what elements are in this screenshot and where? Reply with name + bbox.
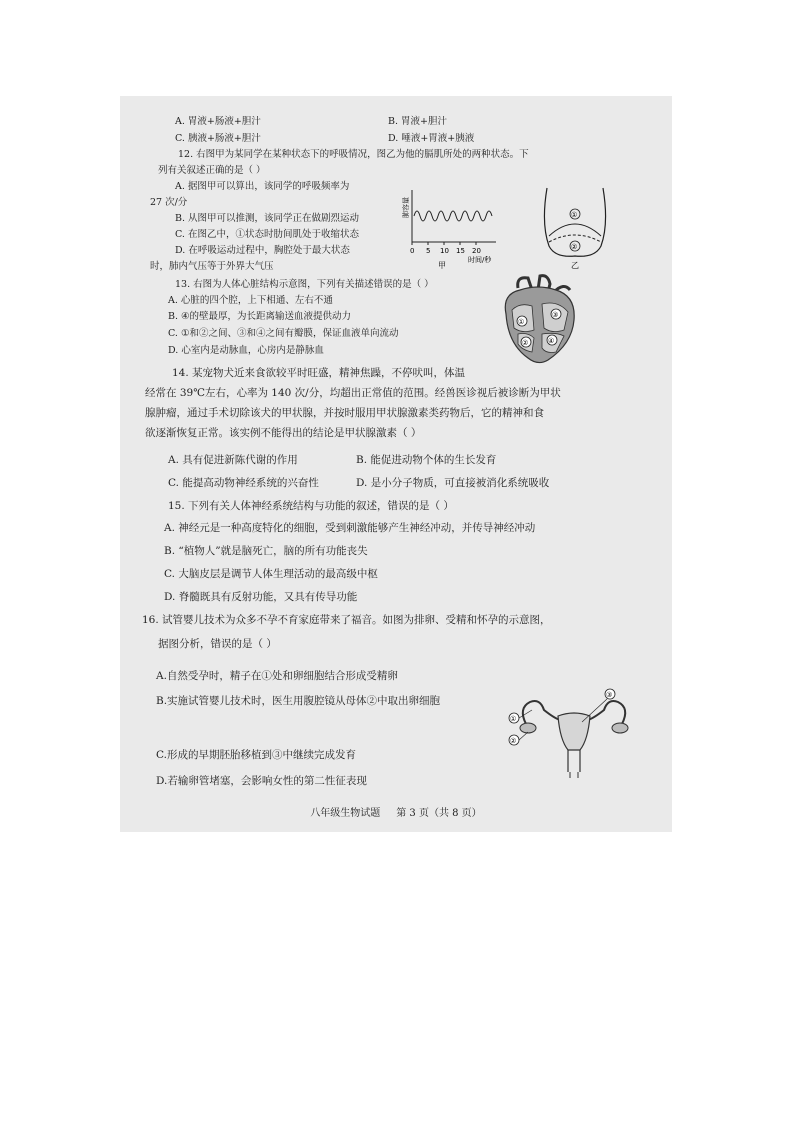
q16-stem-line1: 16. 试管婴儿技术为众多不孕不育家庭带来了福音。如图为排卵、受精和怀孕的示意图，: [142, 614, 551, 626]
q16-option-a: A.自然受孕时，精子在①处和卵细胞结合形成受精卵: [156, 670, 398, 682]
q16-option-d: D.若输卵管堵塞，会影响女性的第二性征表现: [156, 775, 367, 787]
state-1-label: ①: [571, 211, 578, 219]
exam-page: [120, 96, 672, 832]
q13-option-d: D. 心室内是动脉血，心房内是静脉血: [168, 345, 324, 356]
q11-option-a: A. 胃液+肠液+胆汁: [175, 116, 261, 127]
label-2: ②: [510, 737, 517, 745]
diaphragm-diagram: [535, 184, 615, 270]
heart-label-3: ③: [552, 311, 559, 319]
q11-option-c: C. 胰液+肠液+胆汁: [175, 133, 261, 144]
q15-option-a: A. 神经元是一种高度特化的细胞，受到刺激能够产生神经冲动，并传导神经冲动: [164, 522, 536, 534]
heart-label-1: ①: [518, 318, 525, 326]
q12-option-a-cont: 27 次/分: [150, 197, 188, 208]
q11-option-d: D. 唾液+胃液+胰液: [388, 133, 475, 144]
q14-stem-line2: 经常在 39℃左右，心率为 140 次/分，均超出正常值的范围。经兽医诊视后被诊断为甲状: [145, 387, 561, 399]
footer-subject: 八年级生物试题: [310, 808, 381, 819]
q15-option-b: B. “植物人”就是脑死亡，脑的所有功能丧失: [164, 545, 368, 557]
q11-option-b: B. 胃液+胆汁: [388, 116, 447, 127]
q13-stem: 13. 右图为人体心脏结构示意图，下列有关描述错误的是（ ）: [175, 279, 434, 290]
q14-stem-line1: 14. 某宠物犬近来食欲较平时旺盛，精神焦躁，不停吠叫，体温: [172, 367, 466, 379]
state-2-label: ②: [571, 243, 578, 251]
q12-option-d: D. 在呼吸运动过程中，胸腔处于最大状态: [175, 245, 350, 256]
page-footer: [120, 804, 672, 819]
footer-page-number: 第 3 页（共 8 页）: [396, 808, 482, 819]
q16-option-b: B.实施试管婴儿技术时，医生用腹腔镜从母体②中取出卵细胞: [156, 695, 441, 707]
q14-option-c: C. 能提高动物神经系统的兴奋性: [168, 477, 319, 489]
q13-option-a: A. 心脏的四个腔，上下相通、左右不通: [168, 295, 333, 306]
chart-x-label: 时间/秒: [468, 256, 492, 264]
heart-label-2: ②: [522, 339, 529, 347]
label-1: ①: [510, 715, 517, 723]
x-tick-20: 20: [472, 247, 481, 255]
q12-stem-line1: 12. 右图甲为某同学在某种状态下的呼吸情况，图乙为他的膈肌所处的两种状态。下: [178, 149, 529, 160]
x-tick-15: 15: [456, 247, 465, 255]
q15-option-c: C. 大脑皮层是调节人体生理活动的最高级中枢: [164, 568, 378, 580]
q15-option-d: D. 脊髓既具有反射功能，又具有传导功能: [164, 591, 358, 603]
q15-stem: 15. 下列有关人体神经系统结构与功能的叙述，错误的是（ ）: [168, 500, 454, 512]
label-3: ③: [606, 691, 613, 699]
heart-diagram: [498, 274, 580, 366]
q16-option-c: C.形成的早期胚胎移植到③中继续完成发育: [156, 749, 356, 761]
q14-option-b: B. 能促进动物个体的生长发育: [356, 454, 497, 466]
q14-option-d: D. 是小分子物质，可直接被消化系统吸收: [356, 477, 550, 489]
figure-label-jia: 甲: [438, 261, 446, 270]
x-tick-5: 5: [426, 247, 431, 255]
q16-stem-line2: 据图分析，错误的是（ ）: [158, 638, 277, 650]
q12-stem-line2: 列有关叙述正确的是（ ）: [158, 165, 266, 176]
q12-option-b: B. 从图甲可以推测，该同学正在做剧烈运动: [175, 213, 360, 224]
reproductive-system-diagram: [504, 688, 644, 780]
heart-label-4: ④: [548, 337, 555, 345]
q14-option-a: A. 具有促进新陈代谢的作用: [168, 454, 298, 466]
q12-option-a: A. 据图甲可以算出，该同学的呼吸频率为: [175, 181, 350, 192]
q12-option-c: C. 在图乙中，①状态时肋间肌处于收缩状态: [175, 229, 359, 240]
x-tick-10: 10: [440, 247, 449, 255]
x-tick-0: 0: [410, 247, 415, 255]
q14-stem-line3: 腺肿瘤，通过手术切除该犬的甲状腺，并按时服用甲状腺激素类药物后，它的精神和食: [145, 407, 544, 419]
figure-label-yi: 乙: [571, 261, 579, 270]
chart-y-label: 肺容量: [402, 197, 410, 218]
breathing-chart: [392, 184, 500, 270]
q13-option-c: C. ①和②之间、③和④之间有瓣膜，保证血液单向流动: [168, 328, 399, 339]
q13-option-b: B. ④的壁最厚，为长距离输送血液提供动力: [168, 311, 352, 322]
q12-option-d-cont: 时，肺内气压等于外界大气压: [150, 261, 274, 272]
q14-stem-line4: 欲逐渐恢复正常。该实例不能得出的结论是甲状腺激素（ ）: [145, 427, 422, 439]
